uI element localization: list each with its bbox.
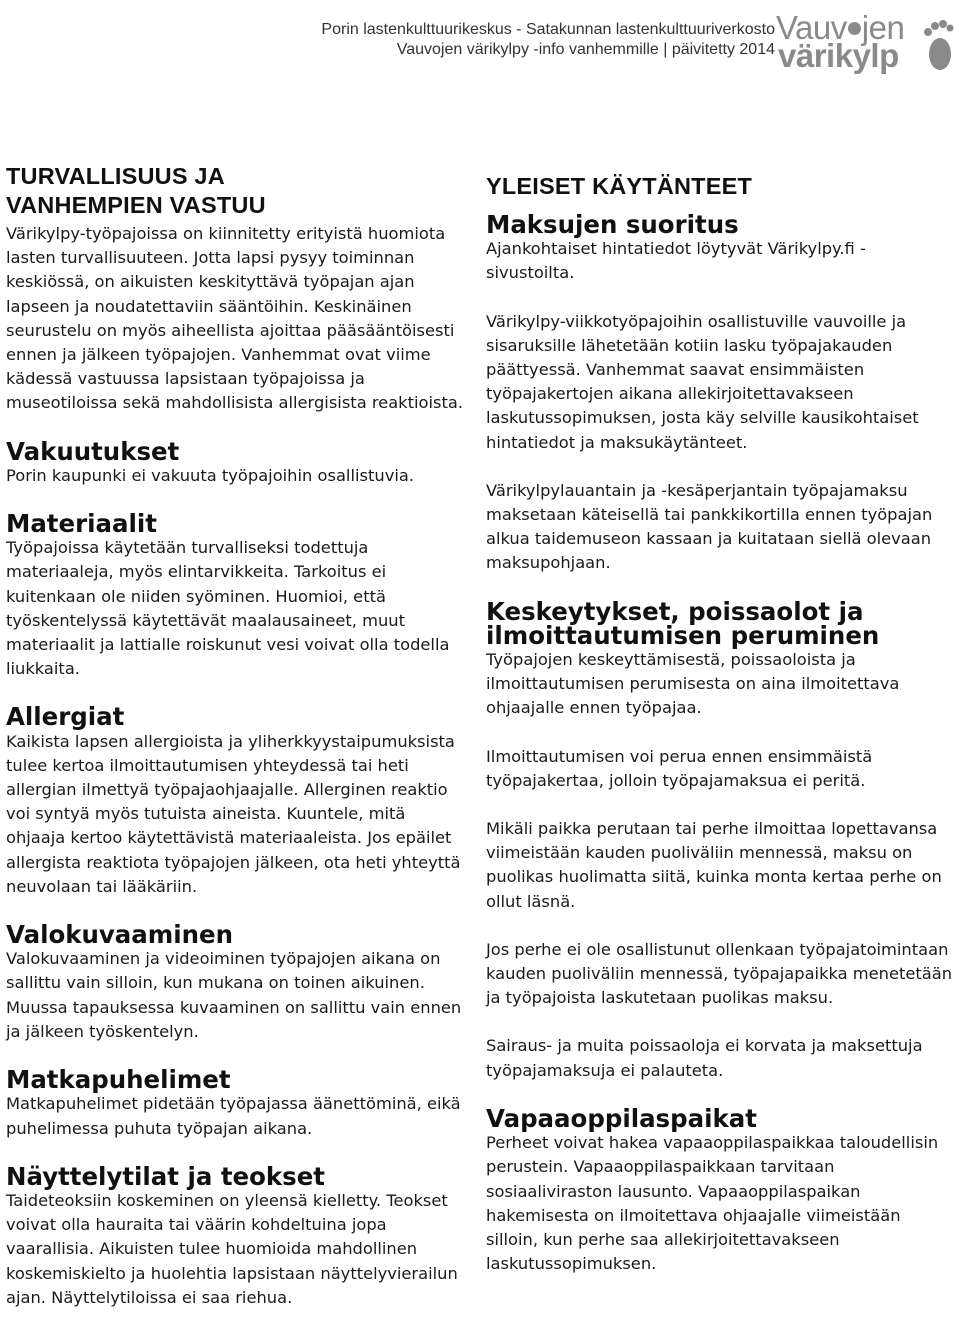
header-subtitle: Vauvojen värikylpy -info vanhemmille | päivitetty 2014	[396, 41, 775, 58]
vauvojen-varikylpy-logo	[776, 10, 956, 74]
payment-paragraph-1: Ajankohtaiset hintatiedot löytyvät Värikylpy.fi -sivustoilta.	[486, 239, 866, 283]
logo-dot	[848, 22, 861, 35]
free-places-text: Perheet voivat hakea vapaaoppilaspaikkaa taloudellisin perustein. Vapaaoppilaspaikkaan tarvitaan sosiaaliviraston lausunto. Vapaaoppilaspaikan hakemisesta on ilmoitettava ohjaajalle viimeistään silloin, kun perhe saa allekirjoitettavakseen laskutussopimuksen.	[486, 1133, 939, 1274]
cancellation-paragraph-1: Työpajojen keskeyttämisestä, poissaoloista ja ilmoittautumisen perumisesta on aina ilmoitettava ohjaajalle ennen työpajaa.	[486, 650, 900, 718]
safety-title: TURVALLISUUS JA VANHEMPIEN VASTUU	[6, 163, 266, 218]
exhibitions-text: Taideteoksiin koskeminen on yleensä kielletty. Teokset voivat olla hauraita tai väärin kohdeltuina jopa vaarallisia. Aikuisten tulee huomioida mahdollinen koskemiskielto ja huolehtia lapsistaan näyttelyvierailun ajan. Näyttelytiloissa ei saa riehua.	[6, 1190, 458, 1307]
footprint-icon	[922, 18, 956, 72]
cancellation-paragraph-4: Jos perhe ei ole osallistunut ollenkaan työpajatoimintaan kauden puoliväliin mennessä, työpajapaikka menetetään ja työpajoista laskutetaan puolikas maksu.	[486, 939, 953, 1008]
phones-heading: Matkapuhelimet	[6, 1065, 231, 1095]
payment-paragraph-2: Värikylpy-viikkotyöpajoihin osallistuville vauvoille ja sisaruksille lähetetään kotiin lasku työpajakauden päättyessä. Vanhemmat saavat ensimmäisten työpajakertojen aikana allekirjoitettavakseen laskutussopimuksen, josta käy selville kausikohtaiset hintatiedot ja maksukäytänteet.	[486, 311, 919, 452]
cancellation-paragraph-5: Sairaus- ja muita poissaoloja ei korvata ja maksettuja työpajamaksuja ei palauteta.	[486, 1036, 923, 1080]
logo-top-word: Vauv jen	[776, 9, 905, 46]
allergies-heading: Allergiat	[6, 702, 125, 732]
exhibitions-heading: Näyttelytilat ja teokset	[6, 1161, 325, 1191]
page-header	[0, 9, 960, 78]
photography-heading: Valokuvaaminen	[6, 920, 234, 950]
logo-bottom-word: värikylp	[778, 37, 899, 74]
phones-text: Matkapuhelimet pidetään työpajassa äänettöminä, eikä puhelimessa puhuta työpajan aikana.	[6, 1094, 461, 1138]
payment-paragraph-3: Värikylpylauantain ja -kesäperjantain työpajamaksu maksetaan käteisellä tai pankkikortilla ennen työpajan alkua taidemuseon kassaan ja kuitataan siellä olevaan maksupohjaan.	[486, 480, 933, 573]
left-column	[6, 162, 468, 1310]
free-places-heading: Vapaaoppilaspaikat	[486, 1103, 757, 1133]
insurance-text: Porin kaupunki ei vakuuta työpajoihin osallistuvia.	[6, 465, 415, 485]
cancellation-paragraph-3: Mikäli paikka perutaan tai perhe ilmoittaa lopettavansa viimeistään kauden puoliväliin mennessä, maksu on puolikas huolimatta siitä, kuinka monta kertaa perhe on ollut läsnä.	[486, 819, 942, 911]
materials-text: Työpajoissa käytetään turvalliseksi todettuja materiaaleja, myös elintarvikkeita. Tarkoitus ei kuitenkaan ole niiden syöminen. Huomioi, että työskentelyssä käytettävät maalausaineet, muut materiaalit ja lattialle roiskunut vesi voivat olla todella liukkaita.	[6, 538, 450, 679]
right-column	[486, 162, 954, 1276]
materials-heading: Materiaalit	[6, 509, 157, 539]
photography-text: Valokuvaaminen ja videoiminen työpajojen aikana on sallittu vain silloin, kun mukana on toinen aikuinen. Muussa tapauksessa kuvaaminen on sallittu vain ennen ja jälkeen työskentelyn.	[6, 949, 462, 1041]
header-organization: Porin lastenkulttuurikeskus - Satakunnan lastenkulttuuriverkosto	[321, 21, 775, 38]
allergies-text: Kaikista lapsen allergioista ja yliherkkyystaipumuksista tulee kertoa ilmoittautumisen yhteydessä tai heti allergian ilmettyä työpajaohjaajalle. Allerginen reaktio voi syntyä myös tutuista aineista. Kuuntele, mitä ohjaaja kertoo käytettävistä materiaaleista. Jos epäilet allergista reaktiota työpajojen jälkeen, ota heti yhteyttä neuvolaan tai lääkäriin.	[6, 731, 461, 896]
header-text	[321, 20, 775, 60]
insurance-heading: Vakuutukset	[6, 436, 180, 466]
cancellation-heading: Keskeytykset, poissaolot ja ilmoittautumisen peruminen	[486, 596, 880, 650]
safety-intro: Värikylpy-työpajoissa on kiinnitetty erityistä huomiota lasten turvallisuuteen. Jotta lapsi pysyy toiminnan keskiössä, on aikuisten keskityttävä työpajan ajan lapseen ja noudatettaviin sääntöihin. Keskinäinen seurustelu on myös aiheellista ajoittaa pääsääntöisesti ennen ja jälkeen työpajojen. Vanhemmat ovat viime kädessä vastuussa lapsistaan työpajoissa ja museotiloissa sekä mahdollisista allergisista reaktioista.	[6, 224, 464, 413]
practices-title: YLEISET KÄYTÄNTEET	[486, 173, 753, 199]
payment-heading: Maksujen suoritus	[486, 210, 739, 239]
cancellation-paragraph-2: Ilmoittautumisen voi perua ennen ensimmäistä työpajakertaa, jolloin työpajamaksua ei peritä.	[486, 746, 873, 790]
